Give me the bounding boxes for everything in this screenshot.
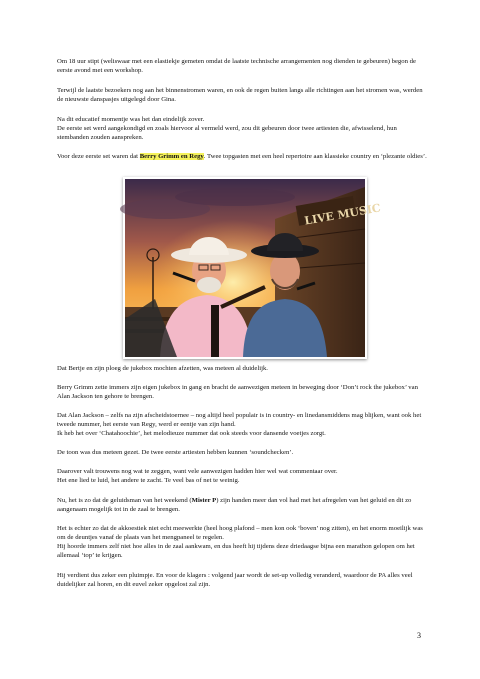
paragraph-12-block — [57, 571, 429, 589]
paragraph-5-block — [57, 364, 429, 373]
paragraph-4 — [57, 152, 429, 161]
paragraph-9-block — [57, 467, 429, 485]
paragraph-intro — [57, 57, 429, 75]
paragraph-11-block — [57, 524, 429, 560]
paragraph-9b: Het ene lied te luid, het andere te zacht. Te veel bas of net te weinig. — [57, 477, 240, 485]
paragraph-7b: Ik heb het over ‘Chatahoochie’, het melodieuze nummer dat ook steeds voor dansende voetjes zorgt. — [57, 430, 326, 438]
paragraph-11a: Het is echter zo dat de akkoestiek niet echt meewerkte (heel hoog plafond – men kon ook ‘boven’ nog zitten), en het enorm moeilijk was om de deuntjes vanaf de plaats van het mengpaneel te regelen. — [57, 525, 423, 542]
artists-photo — [125, 179, 382, 357]
paragraph-10-text-pre: Nu, het is zo dat de geluidsman van het weekend ( — [57, 497, 192, 504]
paragraph-1: Om 18 uur stipt (weliswaar met een elastiekje gemeten omdat de laatste technische arrangementen nog dienden te gebeuren) begon de eerste avond met een workshop. — [57, 58, 416, 75]
paragraph-7a: Dat Alan Jackson – zelfs na zijn afscheidstoernee – nog altijd heel populair is in country- en linedansmiddens mag blijken, want ook het tweede nummer, het eerste van Regy, werd er eentje van zijn hand. — [57, 412, 422, 429]
paragraph-6: Berry Grimm zette immers zijn eigen jukebox in gang en bracht de aanwezigen meteen in beweging door ‘Don’t rock the jukebox’ van Alan Jackson ten gehore te brengen. — [57, 384, 418, 401]
paragraph-4-block — [57, 152, 429, 161]
paragraph-4-text-post: . Twee topgasten met een heel repertoire aan klassieke country en ‘plezante oldies’. — [203, 153, 427, 160]
paragraph-3-block — [57, 115, 429, 142]
paragraph-5: Dat Bertje en zijn ploeg de jukebox mochten afzetten, was meteen al duidelijk. — [57, 365, 268, 372]
paragraph-10-block — [57, 496, 429, 514]
paragraph-11b: Hij hoorde immers zelf niet hoe alles in de zaal aankwam, en dus heeft hij tijdens deze driedaagse bijna een marathon gelopen om het allemaal ‘top’ te krijgen. — [57, 543, 415, 560]
artist-names-highlight: Berry Grimm en Regy — [139, 153, 204, 160]
paragraph-10 — [57, 496, 429, 514]
paragraph-8: De toon was dus meteen gezet. De twee eerste artiesten hebben kunnen ‘soundchecken’. — [57, 449, 294, 456]
paragraph-7-block — [57, 411, 429, 438]
sound-engineer-name: Mister P — [191, 497, 217, 504]
paragraph-3b: De eerste set werd aangekondigd en zoals hiervoor al vermeld werd, zou dit gebeuren door twee artiesten die, afwisselend, hun stembanden zouden aanspreken. — [57, 125, 397, 142]
paragraph-2-block — [57, 86, 429, 104]
paragraph-9a: Daarover valt trouwens nog wat te zeggen, want vele aanwezigen hadden hier wel wat commentaar over. — [57, 468, 338, 475]
page-number: 3 — [417, 631, 421, 640]
paragraph-4-text-pre: Voor deze eerste set waren dat — [57, 153, 140, 160]
paragraph-12: Hij verdient dus zeker een pluimpje. En voor de klagers : volgend jaar wordt de set-up volledig veranderd, waardoor de PA alles veel duidelijker zal horen, en dit euvel zeker opgelost zal zijn. — [57, 572, 413, 589]
live-music-sign: LIVE MUSIC — [303, 201, 382, 228]
paragraph-10-text-post: ) zijn handen meer dan vol had met het afregelen van het geluid en dit zo aangenaam mogelijk tot in de zaal te brengen. — [57, 497, 412, 514]
paragraph-6-block — [57, 383, 429, 401]
paragraph-8-block — [57, 448, 429, 457]
paragraph-3a: Na dit educatief momentje was het dan eindelijk zover. — [57, 116, 205, 123]
photo-frame — [123, 177, 382, 359]
paragraph-2: Terwijl de laatste bezoekers nog aan het binnenstromen waren, en ook de regen buiten langs alle richtingen aan het stromen was, werden de nieuwste danspasjes uitgelegd door Gina. — [57, 87, 423, 104]
